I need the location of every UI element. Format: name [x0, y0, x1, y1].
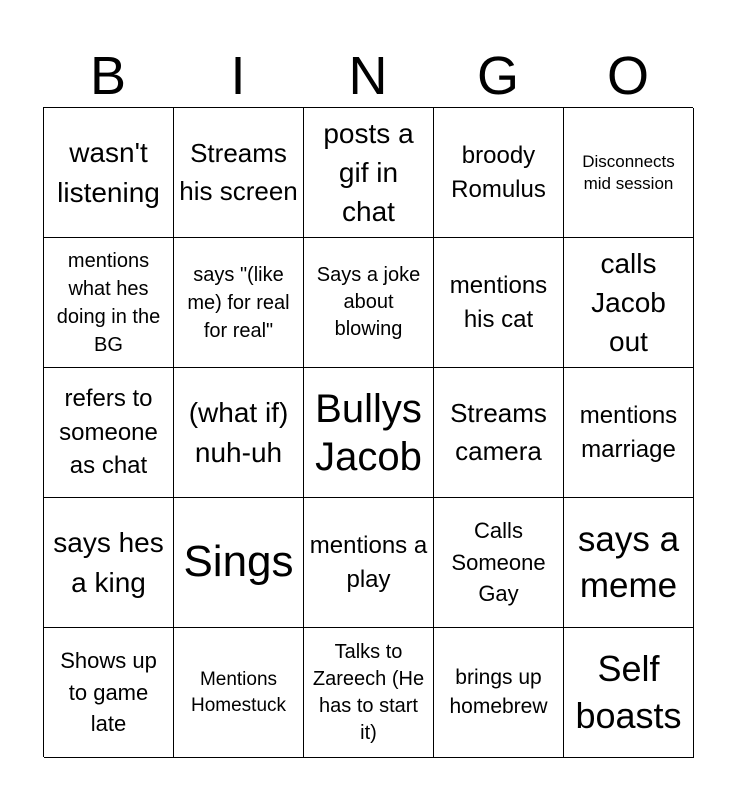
bingo-cell[interactable] [174, 368, 304, 498]
cell-text: brings up homebrew [449, 666, 548, 718]
cell-text: Sings [183, 537, 294, 587]
bingo-cell[interactable] [564, 238, 694, 368]
bingo-cell[interactable] [564, 498, 694, 628]
bingo-cell[interactable] [44, 108, 174, 238]
cell-text: Self boasts [575, 647, 682, 736]
cell-text: (what if) nuh-uh [188, 397, 289, 468]
cell-text: wasn't listening [57, 137, 160, 208]
bingo-cell[interactable] [304, 108, 434, 238]
bingo-cell[interactable] [564, 368, 694, 498]
header-letter-g: G [476, 46, 519, 106]
bingo-board [43, 107, 693, 757]
bingo-cell[interactable] [434, 498, 564, 628]
bingo-cell[interactable] [434, 368, 564, 498]
cell-text: refers to someone as chat [59, 385, 158, 480]
cell-text: says "(like me) for real for real" [187, 263, 290, 342]
cell-text: Bullys Jacob [315, 386, 422, 479]
bingo-cell[interactable] [434, 108, 564, 238]
cell-text: Mentions Homestuck [190, 668, 287, 716]
bingo-cell[interactable] [174, 498, 304, 628]
bingo-cell[interactable] [564, 628, 694, 758]
cell-text: Shows up to game late [60, 647, 157, 737]
cell-text: mentions marriage [579, 401, 678, 463]
cell-text: mentions his cat [449, 271, 548, 333]
cell-text: Says a joke about blowing [316, 264, 421, 340]
cell-text: Streams camera [450, 397, 547, 466]
bingo-cell[interactable] [434, 628, 564, 758]
bingo-cell[interactable] [564, 108, 694, 238]
cell-text: Calls Someone Gay [451, 517, 546, 607]
header-letter-n: N [348, 46, 388, 106]
cell-text: mentions a play [309, 531, 428, 593]
bingo-cell[interactable] [44, 368, 174, 498]
bingo-cell[interactable] [434, 238, 564, 368]
header-letter-o: O [606, 46, 649, 106]
cell-text: broody Romulus [451, 141, 546, 203]
bingo-cell[interactable] [44, 238, 174, 368]
header-letter-i: I [230, 46, 246, 106]
bingo-cell[interactable] [174, 628, 304, 758]
bingo-cell[interactable] [304, 628, 434, 758]
bingo-cell[interactable] [304, 498, 434, 628]
cell-text: Disconnects mid session [582, 152, 675, 193]
bingo-cell[interactable] [44, 628, 174, 758]
cell-text: calls Jacob out [591, 247, 666, 358]
bingo-cell[interactable] [44, 498, 174, 628]
cell-text: posts a gif in chat [323, 117, 414, 228]
cell-text: says hes a king [53, 527, 164, 598]
cell-text: says a meme [577, 520, 680, 605]
bingo-cell[interactable] [174, 108, 304, 238]
bingo-cell[interactable] [304, 368, 434, 498]
cell-text: mentions what hes doing in the BG [56, 249, 161, 356]
bingo-header [43, 44, 693, 108]
header-letter-b: B [89, 46, 127, 106]
cell-text: Streams his screen [179, 137, 298, 206]
bingo-cell[interactable] [304, 238, 434, 368]
bingo-cell[interactable] [174, 238, 304, 368]
cell-text: Talks to Zareech (He has to start it) [312, 640, 425, 744]
